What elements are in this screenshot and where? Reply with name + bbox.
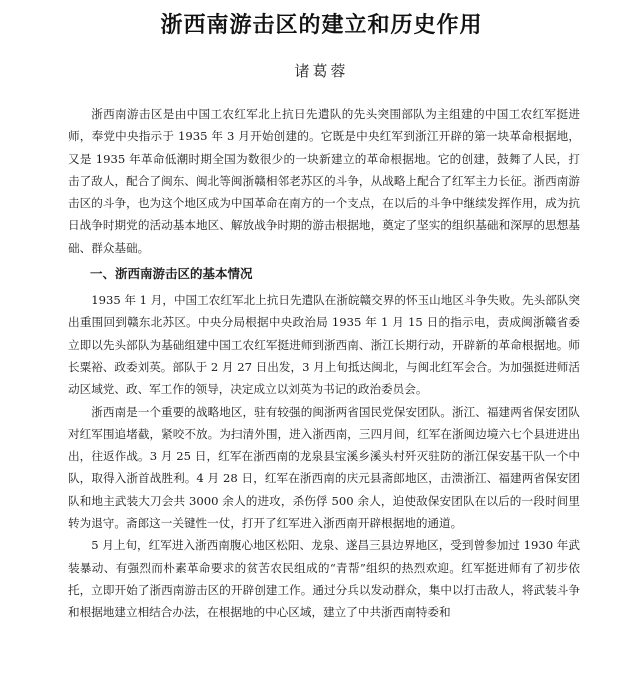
section-paragraph: 1935 年 1 月，中国工农红军北上抗日先遣队在浙皖赣交界的怀玉山地区斗争失败。先头部队突出重围回到赣东北苏区。中央分局根据中央政治局 1935 年 1 月 15 日的指示电，责成闽浙赣省委立即以先头部队为基础组建中国工农红军挺进师到浙西南、浙江长期行动，开辟新的革命根据地。师长粟裕、政委刘英。部队于 2 月 27 日出发，3 月上旬抵达闽北，与闽北红军会合。为加强挺进师活动区域党、政、军工作的领导，决定成立以刘英为书记的政治委员会。 xyxy=(68,293,580,397)
article-title: 浙西南游击区的建立和历史作用 xyxy=(160,13,483,38)
article-body xyxy=(68,103,580,624)
section-heading: 一、浙西南游击区的基本情况 xyxy=(90,266,253,282)
section-paragraph: 5 月上旬，红军进入浙西南腹心地区松阳、龙泉、遂昌三县边界地区，受到曾参加过 1930 年武装暴动、有强烈而朴素革命要求的贫苦农民组成的“青帮”组织的热烈欢迎。红军挺进师有了初步依托，立即开始了浙西南游击区的开辟创建工作。通过分兵以发动群众，集中以打击敌人，将武装斗争和根据地建立相结合办法，在根据地的中心区域，建立了中共浙西南特委和 xyxy=(68,538,580,620)
article-author: 诸葛蓉 xyxy=(294,62,349,80)
intro-paragraph: 浙西南游击区是由中国工农红军北上抗日先遣队的先头突围部队为主组建的中国工农红军挺进师，奉党中央指示于 1935 年 3 月开始创建的。它既是中央红军到浙江开辟的第一块革命根据地，又是 1935 年革命低潮时期全国为数很少的一块新建立的革命根据地。它的创建，鼓舞了人民，打击了敌人，配合了闽东、闽北等闽浙赣相邻老苏区的斗争，从战略上配合了红军主力长征。浙西南游击区的斗争，也为这个地区成为中国革命在南方的一个支点，在以后的斗争中继续发挥作用，成为抗日战争时期党的活动基本地区、解放战争时期的游击根据地，奠定了坚实的组织基础和深厚的思想基础、群众基础。 xyxy=(68,107,580,255)
section-paragraph: 浙西南是一个重要的战略地区，驻有较强的闽浙两省国民党保安团队。浙江、福建两省保安团队对红军围追堵截，紧咬不放。为扫清外围，进入浙西南，三四月间，红军在浙闽边境六七个县进进出出，往返作战。3 月 25 日，红军在浙西南的龙泉县宝溪乡溪头村歼灭驻防的浙江保安基干队一个中队，取得入浙首战胜利。4 月 28 日，红军在浙西南的庆元县斋郎地区，击溃浙江、福建两省保安团队和地主武装大刀会共 3000 余人的进攻，杀伤俘 500 余人，迫使敌保安团队在以后的一段时间里转为退守。斋郎这一关键性一仗，打开了红军进入浙西南开辟根据地的通道。 xyxy=(68,404,580,531)
